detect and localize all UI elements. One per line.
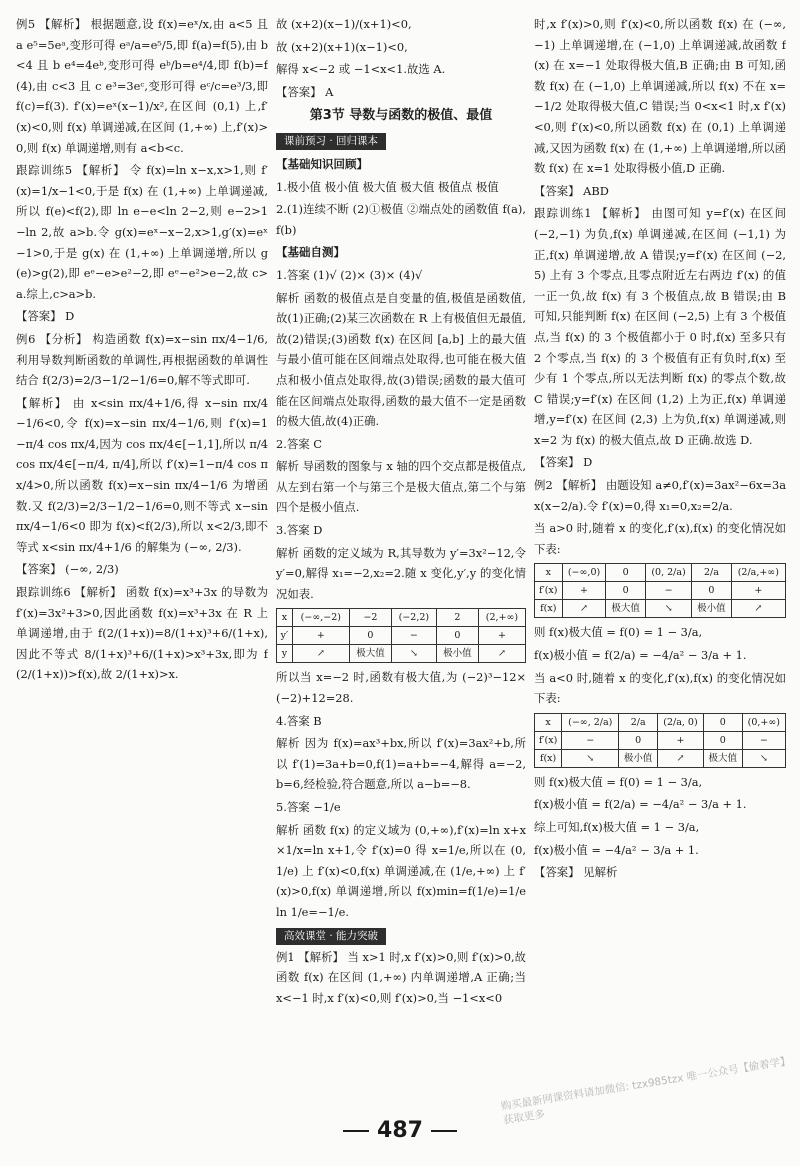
continued-line-3: 解得 x<−2 或 −1<x<1.故选 A. bbox=[276, 62, 446, 77]
column-left bbox=[16, 14, 268, 1106]
table-cell: + bbox=[658, 731, 704, 749]
example-2-answer: 【答案】 见解析 bbox=[534, 865, 618, 880]
table-cell: 0 bbox=[606, 564, 645, 582]
example-1-continued: 时,x f′(x)>0,则 f′(x)<0,所以函数 f(x) 在 (−∞,−1) 上单调递增,在 (−1,0) 上单调递减,故函数 f(x) 在 x=−1 处取得极大值,B 正确;由 B 可知,函数 f(x) 在 (−1,0) 上单调递减,所以 f(x) 不在 x=−1/2 处取得极大值,C 错误;当 0<x<1 时,x f′(x)<0,则 f′(x)<0,所以函数 f(x) 在 (0,1) 上单调递减,又因为函数 f(x) 在 (1,+∞) 上单调递增,所以函数 f(x) 在 x=1 处取得极小值,D 正确. bbox=[534, 17, 786, 176]
variation-table-a-positive bbox=[534, 563, 786, 618]
summary-max: 综上可知,f(x)极大值 = 1 − 3/a, bbox=[534, 820, 700, 834]
table-cell: + bbox=[292, 627, 349, 645]
table-cell: (−∞, 2/a) bbox=[562, 713, 619, 731]
table-cell: + bbox=[478, 627, 525, 645]
basics-heading: 【基础知识回顾】 bbox=[276, 156, 368, 171]
table-row bbox=[277, 645, 526, 663]
self-test-1-analysis: 解析 函数的极值点是自变量的值,极值是函数值,故(1)正确;(2)某三次函数在 R 上有极值但无最值,故(2)错误;(3)函数 f(x) 在区间 [a,b] 上的最大值与最小值可能在区间端点处取得,也可能在极大值点和极小值点处取得,故(3)错误;函数的最大值可能在区间端点处取得,函数的最大值不一定是函数的极大值,故(4)正确. bbox=[276, 290, 526, 429]
variation-table bbox=[276, 608, 526, 663]
page-number bbox=[0, 1118, 800, 1143]
table-cell: (0,+∞) bbox=[742, 713, 785, 731]
self-test-4-analysis: 解析 因为 f(x)=ax³+bx,所以 f′(x)=3ax²+b,所以 f′(1)=3a+b=0,f(1)=a+b=−4,解得 a=−2,b=6,经检验,符合题意,所以 a−b=−8. bbox=[276, 736, 526, 792]
self-test-5-analysis: 解析 函数 f(x) 的定义域为 (0,+∞),f′(x)=ln x+x×1/x=ln x+1,令 f′(x)=0 得 x=1/e,所以在 (0,1/e) 上 f′(x)<0,f(x) 单调递减,在 (1/e,+∞) 上 f′(x)>0,f(x) 单调递增,所以 f(x)min=f(1/e)=1/e ln 1/e=−1/e. bbox=[276, 822, 526, 919]
table-row bbox=[277, 609, 526, 627]
example-6-analysis: 例6 【分析】 构造函数 f(x)=x−sin πx/4−1/6,利用导数判断函数的单调性,再根据函数的单调性结合 f(2/3)=2/3−1/2−1/6=0,解不等式即可. bbox=[16, 331, 268, 388]
case-a-negative-min: f(x)极小值 = f(2/a) = −4/a² − 3/a + 1. bbox=[534, 797, 747, 812]
table-cell: 极大值 bbox=[349, 645, 391, 663]
practice-1-solution: 跟踪训练1 【解析】 由图可知 y=f′(x) 在区间 (−2,−1) 为负,f(x) 单调递减,在区间 (−1,1) 为正,f(x) 单调递增,故 A 错误;y=f′(x) 在区间 (−2,5) 上有 3 个零点,且零点附近左右两边 f′(x) 的值一正一负,故 f(x) 有 3 个极值点,故 B 错误;由 B 可知,只能判断 f(x) 在区间 (−2,5) 上有 3 个极值点,当 f(x) 的 3 个极值都小于 0 时,f(x) 至多只有 2 个零点,当 f(x) 的 3 个极值有正有负时,f(x) 至少有 1 个零点,所以无法判断 f(x) 的零点个数,故 C 错误;y=f′(x) 在区间 (1,2) 上为正,f(x) 单调递增,y=f′(x) 在区间 (2,3) 上为负,f(x) 单调递减,则 x=2 为 f(x) 的极大值点,故 D 正确.故选 D. bbox=[534, 206, 786, 447]
table-cell: (−2,2) bbox=[392, 609, 437, 627]
table-row bbox=[535, 749, 786, 767]
classroom-banner: 高效课堂 · 能力突破 bbox=[276, 928, 386, 945]
table-cell: (−∞,0) bbox=[562, 564, 606, 582]
table-cell: 2 bbox=[436, 609, 478, 627]
table-cell: f(x) bbox=[535, 749, 562, 767]
table-cell: ↘ bbox=[392, 645, 437, 663]
table-cell: ↘ bbox=[742, 749, 785, 767]
self-test-heading: 【基础自测】 bbox=[276, 245, 345, 260]
table-cell: ↗ bbox=[562, 600, 606, 618]
table-cell: 0 bbox=[436, 627, 478, 645]
table-row bbox=[277, 627, 526, 645]
table-cell: − bbox=[742, 731, 785, 749]
column-right bbox=[534, 14, 786, 1106]
self-test-1-answer: 1.答案 (1)√ (2)× (3)× (4)√ bbox=[276, 267, 423, 282]
table-cell: 极小值 bbox=[692, 600, 731, 618]
table-cell: y bbox=[277, 645, 293, 663]
table-cell: (2,+∞) bbox=[478, 609, 525, 627]
table-cell: −2 bbox=[349, 609, 391, 627]
continued-answer: 【答案】 A bbox=[276, 84, 334, 99]
table-cell: x bbox=[277, 609, 293, 627]
table-cell: 极大值 bbox=[703, 749, 742, 767]
table-cell: f′(x) bbox=[535, 731, 562, 749]
table-cell: 极小值 bbox=[619, 749, 658, 767]
table-cell: 极小值 bbox=[436, 645, 478, 663]
table-cell: 2/a bbox=[692, 564, 731, 582]
example-2-solution: 例2 【解析】 由题设知 a≠0,f′(x)=3ax²−6x=3ax(x−2/a).令 f′(x)=0,得 x₁=0,x₂=2/a. bbox=[534, 478, 786, 513]
self-test-2-answer: 2.答案 C bbox=[276, 436, 322, 451]
page-number-dash-left bbox=[343, 1130, 369, 1132]
table-cell: ↗ bbox=[658, 749, 704, 767]
table-cell: − bbox=[392, 627, 437, 645]
table-row bbox=[535, 564, 786, 582]
table-cell: ↗ bbox=[731, 600, 785, 618]
practice-5-solution: 跟踪训练5 【解析】 令 f(x)=ln x−x,x>1,则 f′(x)=1/x−1<0,于是 f(x) 在 (1,+∞) 上单调递减,所以 f(e)<f(2),即 ln e−e<ln 2−2,则 e−2>1−ln 2,故 a>b.令 g(x)=eˣ−x−2,x>1,g′(x)=eˣ−1>0,于是 g(x) 在 (1,+∞) 上单调递增,所以 g(e)>g(2),即 eᵉ−e>e²−2,即 eᵉ−e²>e−2,故 c>a.综上,c>a>b. bbox=[16, 163, 268, 301]
table-cell: (2/a,+∞) bbox=[731, 564, 785, 582]
practice-1-answer: 【答案】 D bbox=[534, 455, 593, 470]
summary-min: f(x)极小值 = −4/a² − 3/a + 1. bbox=[534, 842, 699, 857]
table-cell: ↘ bbox=[562, 749, 619, 767]
table-cell: − bbox=[562, 731, 619, 749]
column-middle bbox=[276, 14, 526, 1106]
case-a-negative: 当 a<0 时,随着 x 的变化,f′(x),f(x) 的变化情况如下表: bbox=[534, 670, 786, 706]
table-cell: ↗ bbox=[478, 645, 525, 663]
continued-line-2: 故 (x+2)(x+1)(x−1)<0, bbox=[276, 39, 408, 54]
table-cell: y′ bbox=[277, 627, 293, 645]
table-cell: 0 bbox=[703, 731, 742, 749]
table-cell: + bbox=[731, 582, 785, 600]
self-test-5-answer: 5.答案 −1/e bbox=[276, 800, 341, 814]
table-cell: x bbox=[535, 564, 563, 582]
table-cell: 0 bbox=[692, 582, 731, 600]
table-cell: ↗ bbox=[292, 645, 349, 663]
basics-item-1: 1.极小值 极小值 极大值 极大值 极值点 极值 bbox=[276, 179, 499, 194]
page-number-dash-right bbox=[431, 1130, 457, 1132]
case-a-positive-max: 则 f(x)极大值 = f(0) = 1 − 3/a, bbox=[534, 625, 703, 640]
basics-item-2: 2.(1)连续不断 (2)①极值 ②端点处的函数值 f(a), f(b) bbox=[276, 202, 526, 237]
case-a-positive: 当 a>0 时,随着 x 的变化,f′(x),f(x) 的变化情况如下表: bbox=[534, 521, 786, 556]
table-row bbox=[535, 713, 786, 731]
table-cell: f′(x) bbox=[535, 582, 563, 600]
self-test-3-answer: 3.答案 D bbox=[276, 523, 323, 538]
table-cell: + bbox=[562, 582, 606, 600]
table-cell: (−∞,−2) bbox=[292, 609, 349, 627]
table-cell: 极大值 bbox=[606, 600, 645, 618]
variation-table-a-negative bbox=[534, 713, 786, 768]
table-cell: 0 bbox=[606, 582, 645, 600]
table-cell: 0 bbox=[349, 627, 391, 645]
table-cell: − bbox=[645, 582, 691, 600]
table-cell: 0 bbox=[703, 713, 742, 731]
practice-5-answer: 【答案】 D bbox=[16, 309, 75, 324]
self-test-2-analysis: 解析 导函数的图象与 x 轴的四个交点都是极值点,从左到右第一个与第三个是极大值点,第二个与第四个是极小值点. bbox=[276, 459, 526, 515]
watermark: 购买最新网课资料请加微信: tzx985tzx 唯一公众号【偷着学】获取更多 bbox=[500, 1055, 792, 1127]
table-row bbox=[535, 582, 786, 600]
table-row bbox=[535, 600, 786, 618]
example-6-answer: 【答案】 (−∞, 2/3) bbox=[16, 562, 119, 577]
case-a-positive-min: f(x)极小值 = f(2/a) = −4/a² − 3/a + 1. bbox=[534, 648, 747, 663]
table-cell: 2/a bbox=[619, 713, 658, 731]
practice-6-solution: 跟踪训练6 【解析】 函数 f(x)=x³+3x 的导数为 f′(x)=3x²+3>0,因此函数 f(x)=x³+3x 在 R 上单调递增,由于 f(2/(1+x))=8/(1+x)³+6/(1+x),因此不等式 8/(1+x)³+6/(1+x)>x³+3x,即为 f(2/(1+x))>f(x),故 2/(1+x)>x. bbox=[16, 585, 268, 682]
self-test-4-answer: 4.答案 B bbox=[276, 713, 322, 728]
example-6-solution: 【解析】 由 x<sin πx/4+1/6,得 x−sin πx/4−1/6<0,令 f(x)=x−sin πx/4−1/6,则 f′(x)=1−π/4 cos πx/4,因为 cos πx/4∈[−1,1],所以 π/4 cos πx/4∈[−π/4, π/4],所以 f′(x)=1−π/4 cos πx/4>0,所以函数 f(x)=x−sin πx/4−1/6 为增函数.又 f(2/3)=2/3−1/2−1/6=0,则不等式 x−sin πx/4−1/6<0 即为 f(x)<f(2/3),所以 x<2/3,即不等式 x<sin πx/4+1/6 的解集为 (−∞, 2/3). bbox=[16, 395, 268, 554]
continued-line-1: 故 (x+2)(x−1)/(x+1)<0, bbox=[276, 17, 412, 31]
page-number-text: 487 bbox=[377, 1118, 423, 1143]
table-cell: f(x) bbox=[535, 600, 563, 618]
table-cell: (2/a, 0) bbox=[658, 713, 704, 731]
section-title: 第3节 导数与函数的极值、最值 bbox=[309, 108, 493, 124]
table-row bbox=[535, 731, 786, 749]
table-cell: ↘ bbox=[645, 600, 691, 618]
self-test-3-analysis: 解析 函数的定义域为 R,其导数为 y′=3x²−12,令 y′=0,解得 x₁=−2,x₂=2.随 x 变化,y′,y 的变化情况如表. bbox=[276, 545, 526, 601]
self-test-3-conclusion: 所以当 x=−2 时,函数有极大值,为 (−2)³−12×(−2)+12=28. bbox=[276, 670, 526, 706]
table-cell: (0, 2/a) bbox=[645, 564, 691, 582]
example-1-solution: 例1 【解析】 当 x>1 时,x f′(x)>0,则 f′(x)>0,故函数 f(x) 在区间 (1,+∞) 内单调递增,A 正确;当 x<−1 时,x f′(x)<0,则 f′(x)>0,当 −1<x<0 bbox=[276, 949, 526, 1005]
table-cell: 0 bbox=[619, 731, 658, 749]
table-cell: x bbox=[535, 713, 562, 731]
case-a-negative-max: 则 f(x)极大值 = f(0) = 1 − 3/a, bbox=[534, 774, 703, 789]
preview-banner: 课前预习 · 回归课本 bbox=[276, 133, 386, 150]
example-5-solution: 例5 【解析】 根据题意,设 f(x)=eˣ/x,由 a<5 且 a e⁵=5eᵃ,变形可得 eᵃ/a=e⁵/5,即 f(a)=f(5),由 b<4 且 b e⁴=4eᵇ,变形可得 eᵇ/b=e⁴/4,即 f(b)=f(4),由 c<3 且 c e³=3eᶜ,变形可得 eᶜ/c=e³/3,即 f(c)=f(3). f′(x)=eˣ(x−1)/x²,在区间 (0,1) 上,f′(x)<0,则 f(x) 单调递减,在区间 (1,+∞) 上,f′(x)>0,则 f(x) 单调递增,则有 a<b<c. bbox=[16, 17, 268, 155]
example-1-answer: 【答案】 ABD bbox=[534, 183, 609, 198]
